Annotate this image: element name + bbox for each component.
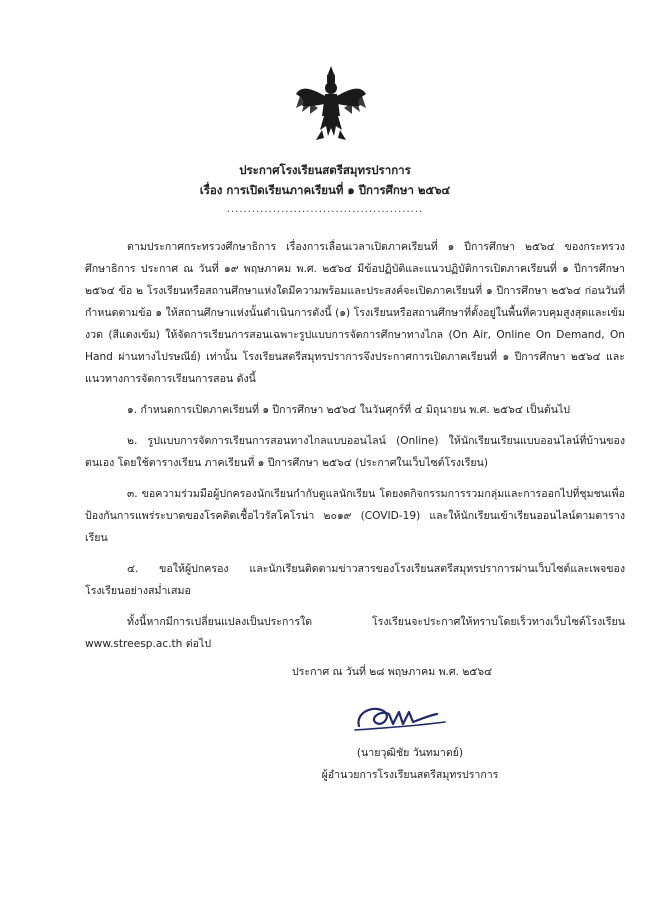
handwritten-signature-icon — [345, 698, 465, 738]
closing-paragraph: ทั้งนี้หากมีการเปลี่ยนแปลงเป็นประการใด โรงเรียนจะประกาศให้ทราบโดยเร็วทางเว็บไซต์โรงเรียน www.streesp.ac.th ต่อไป — [85, 616, 625, 650]
announcement-date: ประกาศ ณ วันที่ ๒๘ พฤษภาคม พ.ศ. ๒๕๖๔ — [292, 666, 493, 678]
garuda-emblem-icon — [294, 64, 368, 144]
announcement-body — [85, 236, 625, 655]
title-divider: ............................................... — [226, 204, 424, 215]
announcement-subject: เรื่อง การเปิดเรียนภาคเรียนที่ ๑ ปีการศึกษา ๒๕๖๔ — [199, 183, 451, 197]
announcement-title: ประกาศโรงเรียนสตรีสมุทรปราการ — [239, 163, 411, 177]
intro-paragraph: ตามประกาศกระทรวงศึกษาธิการ เรื่องการเลื่อนเวลาเปิดภาคเรียนที่ ๑ ปีการศึกษา ๒๕๖๔ ของกระทรวงศึกษาธิการ ประกาศ ณ วันที่ ๑๙ พฤษภาคม พ.ศ. ๒๕๖๔ มีข้อปฏิบัติและแนวปฏิบัติการเปิดภาคเรียนที่ ๑ ปีการศึกษา ๒๕๖๔ ข้อ ๒ โรงเรียนหรือสถานศึกษาแห่งใดมีความพร้อมและประสงค์จะเปิดภาคเรียนที่ ๑ ปีการศึกษา ๒๕๖๔ ก่อนวันที่กำหนดตามข้อ ๑ ให้สถานศึกษาแห่งนั้นดำเนินการดังนี้ (๑) โรงเรียนหรือสถานศึกษาที่ตั้งอยู่ในพื้นที่ควบคุมสูงสุดและเข้มงวด (สีแดงเข้ม) ให้จัดการเรียนการสอนเฉพาะรูปแบบการจัดการศึกษาทางไกล (On Air, Online On Demand, On Hand ผ่านทางไปรษณีย์) เท่านั้น โรงเรียนสตรีสมุทรปราการจึงประกาศการเปิดภาคเรียนที่ ๑ ปีการศึกษา ๒๕๖๔ และแนวทางการจัดการเรียนการสอน ดังนี้ — [85, 241, 625, 385]
item-1: ๑. กำหนดการเปิดภาคเรียนที่ ๑ ปีการศึกษา ๒๕๖๔ ในวันศุกร์ที่ ๔ มิถุนายน พ.ศ. ๒๕๖๔ เป็นต้นไป — [127, 404, 571, 416]
item-4: ๔. ขอให้ผู้ปกครอง และนักเรียนติดตามข่าวสารของโรงเรียนสตรีสมุทรปราการผ่านเว็บไซต์และเพจของโรงเรียนอย่างสม่ำเสมอ — [85, 563, 625, 597]
signer-position: ผู้อำนวยการโรงเรียนสตรีสมุทรปราการ — [321, 769, 499, 781]
item-2: ๒. รูปแบบการจัดการเรียนการสอนทางไกลแบบออนไลน์ (Online) ให้นักเรียนเรียนแบบออนไลน์ที่บ้านของตนเอง โดยใช้ตารางเรียน ภาคเรียนที่ ๑ ปีการศึกษา ๒๕๖๔ (ประกาศในเว็บไซต์โรงเรียน) — [85, 435, 625, 469]
signer-name: (นายวุฒิชัย วันทมาตย์) — [356, 747, 464, 759]
item-3: ๓. ขอความร่วมมือผู้ปกครองนักเรียนกำกับดูแลนักเรียน โดยงดกิจกรรมการรวมกลุ่มและการออกไปที่ชุมชนเพื่อป้องกันการแพร่ระบาดของโรคติดเชื้อไวรัสโคโรน่า ๒๐๑๙ (COVID-19) และให้นักเรียนเข้าเรียนออนไลน์ตามตารางเรียน — [85, 488, 625, 544]
